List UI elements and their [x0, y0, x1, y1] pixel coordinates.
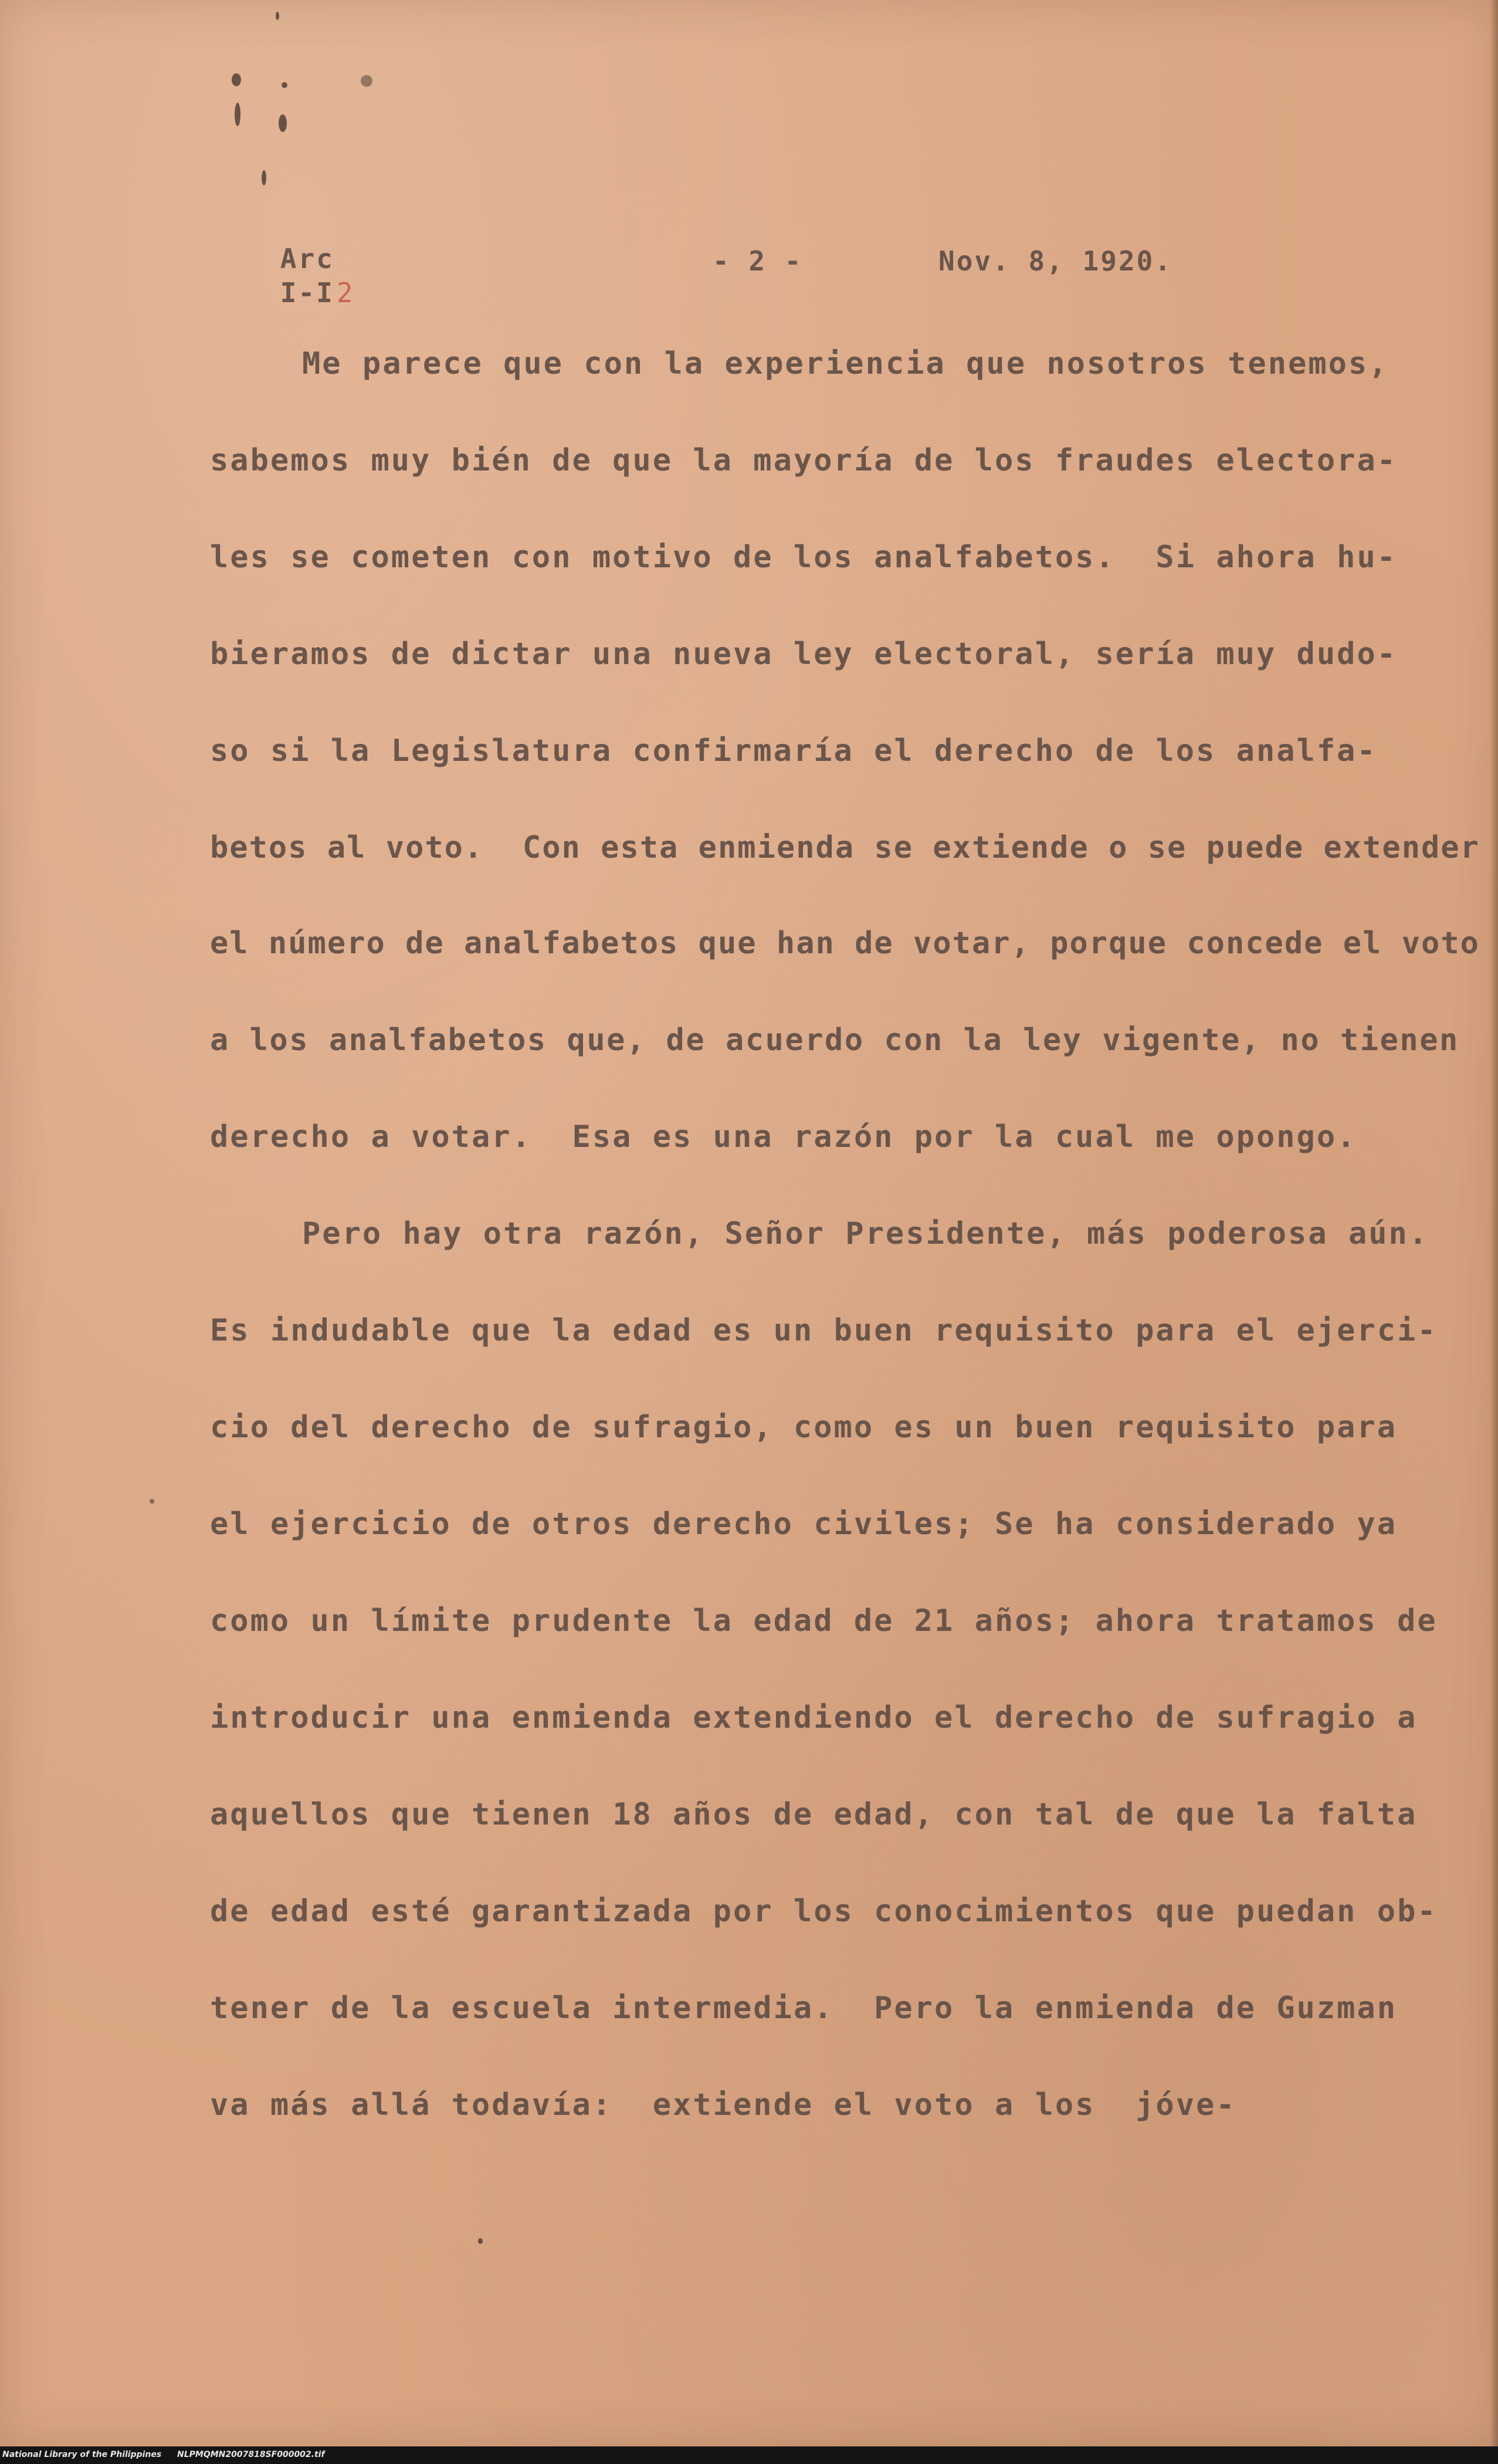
body-line: betos al voto. Con esta enmienda se extiende o se puede extender	[210, 830, 1480, 865]
body-line: sabemos muy bién de que la mayoría de los fraudes electora-	[210, 443, 1398, 478]
body-line: el número de analfabetos que han de votar, porque concede el voto	[210, 926, 1480, 961]
body-line: va más allá todavía: extiende el voto a los jóve-	[210, 2087, 1236, 2123]
scan-file-id: NLPMQMN2007818SF000002.tif	[177, 2450, 325, 2459]
body-line: Es indudable que la edad es un buen requisito para el ejerci-	[210, 1313, 1438, 1348]
body-line: introducir una enmienda extendiendo el derecho de sufragio a	[210, 1700, 1418, 1735]
document-date: Nov. 8, 1920.	[938, 245, 1173, 277]
scan-footer-bar	[0, 2446, 1498, 2464]
page-number: - 2 -	[713, 245, 803, 277]
red-pencil-mark: 2	[336, 277, 355, 309]
body-line: Me parece que con la experiencia que nosotros tenemos,	[302, 346, 1389, 381]
body-line: como un límite prudente la edad de 21 años; ahora tratamos de	[210, 1603, 1438, 1639]
body-line: a los analfabetos que, de acuerdo con la ley vigente, no tienen	[210, 1023, 1459, 1058]
ink-speck	[478, 2238, 483, 2244]
body-line: so si la Legislatura confirmaría el derecho de los analfa-	[210, 733, 1377, 769]
ink-speck	[279, 114, 287, 132]
body-line: derecho a votar. Esa es una razón por la cual me opongo.	[210, 1119, 1357, 1155]
body-line: bieramos de dictar una nueva ley electoral, sería muy dudo-	[210, 637, 1398, 672]
ink-speck	[232, 73, 241, 86]
ink-speck	[235, 103, 240, 126]
body-line: tener de la escuela intermedia. Pero la enmienda de Guzman	[210, 1991, 1398, 2026]
archive-reference-text: I-I	[280, 277, 334, 309]
archive-reference-text: Arc	[280, 243, 334, 275]
body-line: Pero hay otra razón, Señor Presidente, más poderosa aún.	[302, 1216, 1429, 1251]
body-line: les se cometen con motivo de los analfabetos. Si ahora hu-	[210, 540, 1398, 575]
archive-reference-line-2	[208, 245, 355, 340]
body-line: aquellos que tienen 18 años de edad, con tal de que la falta	[210, 1797, 1418, 1832]
ink-speck	[262, 170, 266, 185]
body-line: de edad esté garantizada por los conocimientos que puedan ob-	[210, 1894, 1438, 1929]
library-credit: National Library of the Philippines	[2, 2450, 162, 2459]
page-edge-shadow	[1490, 0, 1498, 2446]
ink-speck	[361, 75, 372, 87]
body-line: cio del derecho de sufragio, como es un buen requisito para	[210, 1410, 1398, 1445]
body-line: el ejercicio de otros derecho civiles; Se ha considerado ya	[210, 1507, 1398, 1542]
ink-speck	[282, 82, 287, 88]
ink-speck	[276, 12, 279, 20]
ink-speck	[150, 1499, 154, 1504]
